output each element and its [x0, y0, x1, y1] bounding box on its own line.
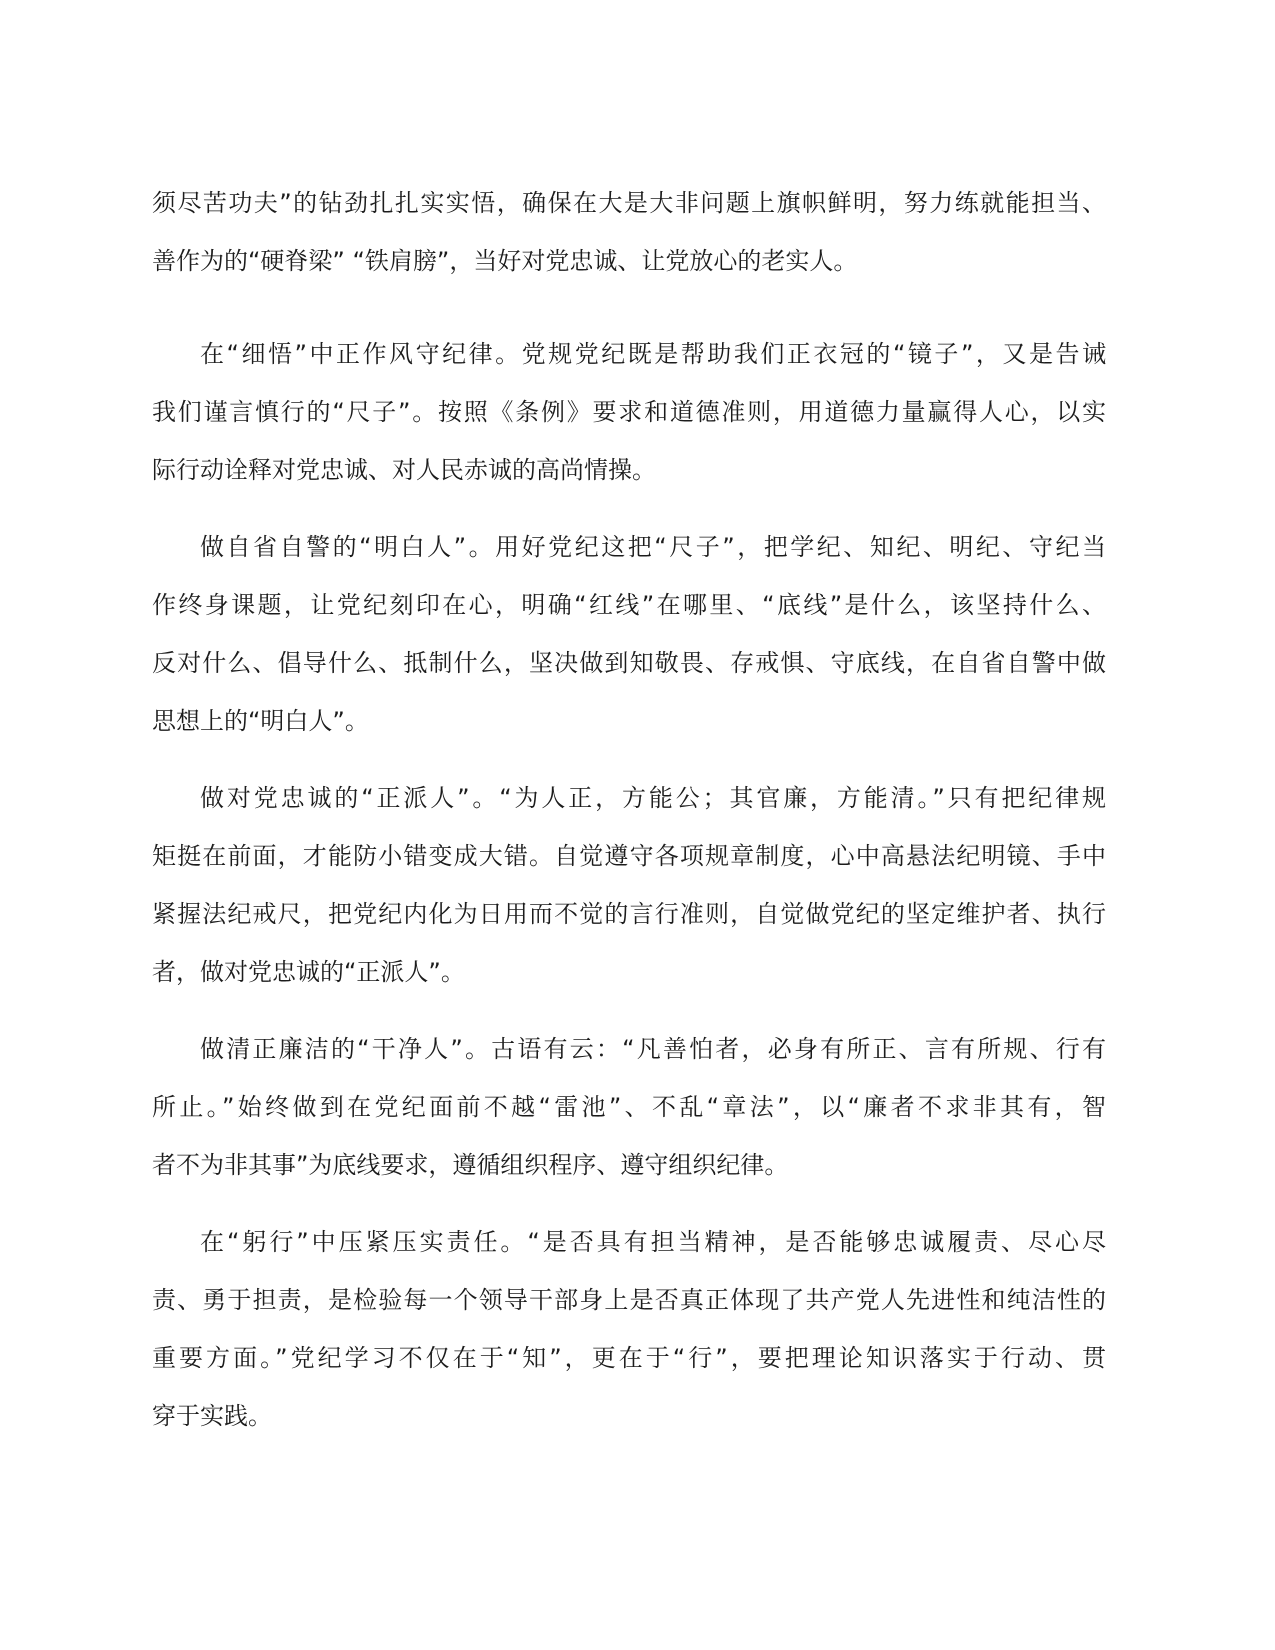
paragraph-continuation: [152, 174, 1106, 290]
text-line: 善作为的“硬脊梁” “铁肩膀”，当好对党忠诚、让党放心的老实人。: [152, 247, 858, 275]
paragraph-gongxing: [152, 1213, 1106, 1445]
text-line: 紧握法纪戒尺，把党纪内化为日用而不觉的言行准则，自觉做党纪的坚定维护者、执行: [152, 900, 1106, 928]
text-line: 重要方面。”党纪学习不仅在于“知”，更在于“行”，要把理论知识落实于行动、贯: [152, 1344, 1106, 1372]
paragraph-mingbairen: [152, 518, 1106, 750]
text-line: 思想上的“明白人”。: [152, 707, 369, 735]
paragraph-ganjingren: [152, 1020, 1106, 1194]
text-line: 矩挺在前面，才能防小错变成大错。自觉遵守各项规章制度，心中高悬法纪明镜、手中: [152, 842, 1106, 870]
paragraph-zhengpairen: [152, 769, 1106, 1001]
text-line: 者，做对党忠诚的“正派人”。: [152, 958, 465, 986]
text-line: 作终身课题，让党纪刻印在心，明确“红线”在哪里、“底线”是什么，该坚持什么、: [152, 591, 1106, 619]
paragraph-xiwu: [152, 325, 1106, 499]
text-line: 做对党忠诚的“正派人”。“为人正，方能公；其官廉，方能清。”只有把纪律规: [200, 784, 1106, 812]
text-line: 所止。”始终做到在党纪面前不越“雷池”、不乱“章法”，以“廉者不求非其有，智: [152, 1093, 1106, 1121]
text-line: 做清正廉洁的“干净人”。古语有云：“凡善怕者，必身有所正、言有所规、行有: [200, 1035, 1106, 1063]
text-line: 责、勇于担责，是检验每一个领导干部身上是否真正体现了共产党人先进性和纯洁性的: [152, 1286, 1106, 1314]
text-line: 反对什么、倡导什么、抵制什么，坚决做到知敬畏、存戒惧、守底线，在自省自警中做: [152, 649, 1106, 677]
text-line: 者不为非其事”为底线要求，遵循组织程序、遵守组织纪律。: [152, 1151, 789, 1179]
text-line: 须尽苦功夫”的钻劲扎扎实实悟，确保在大是大非问题上旗帜鲜明，努力练就能担当、: [152, 189, 1106, 217]
text-line: 在“躬行”中压紧压实责任。“是否具有担当精神，是否能够忠诚履责、尽心尽: [200, 1228, 1106, 1256]
text-line: 在“细悟”中正作风守纪律。党规党纪既是帮助我们正衣冠的“镜子”，又是告诫: [200, 340, 1106, 368]
text-line: 我们谨言慎行的“尺子”。按照《条例》要求和道德准则，用道德力量赢得人心，以实: [152, 398, 1106, 426]
text-line: 穿于实践。: [152, 1402, 272, 1430]
text-line: 际行动诠释对党忠诚、对人民赤诚的高尚情操。: [152, 456, 656, 484]
text-line: 做自省自警的“明白人”。用好党纪这把“尺子”，把学纪、知纪、明纪、守纪当: [200, 533, 1106, 561]
